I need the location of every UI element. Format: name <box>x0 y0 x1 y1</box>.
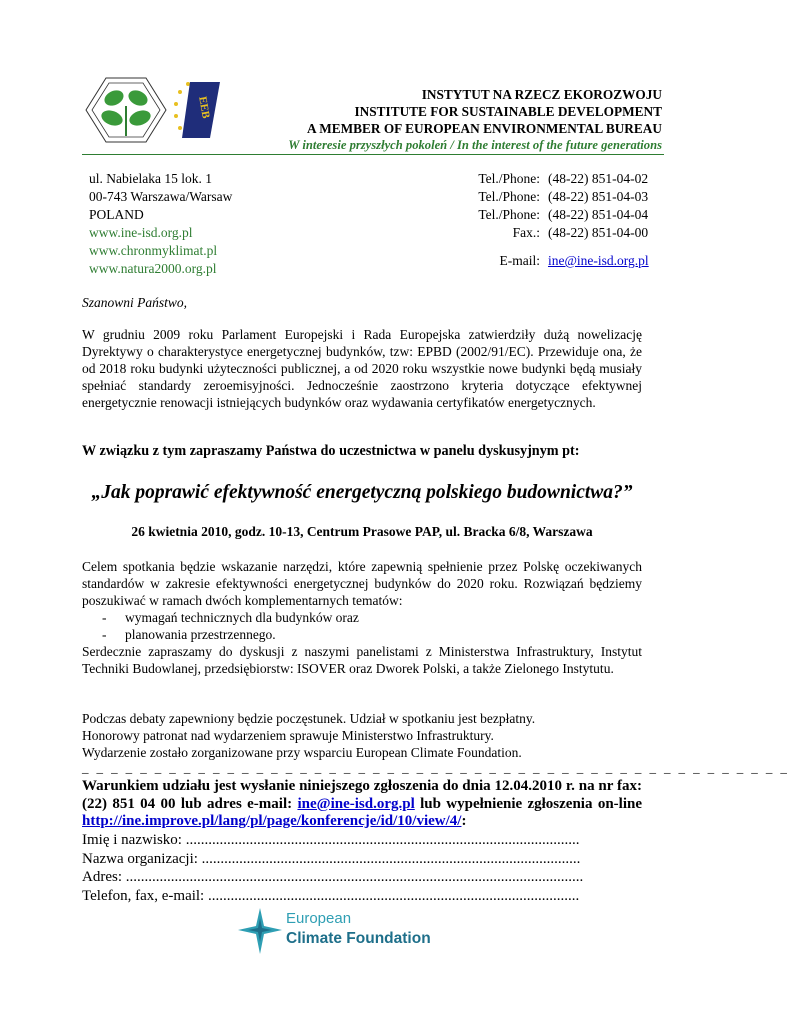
name-field[interactable]: Imię i nazwisko: ......................................................................................................... <box>82 832 580 848</box>
ine-leaf-logo <box>86 76 166 144</box>
svg-text:EEB: EEB <box>196 95 212 120</box>
address-block <box>89 170 232 278</box>
patronage-note: Honorowy patronat nad wydarzeniem sprawuje Ministerstwo Infrastruktury. <box>82 728 494 743</box>
ecf-logo-line2: Climate Foundation <box>286 930 431 947</box>
registration-text-part: Warunkiem udziału jest wysłanie niniejszego zgłoszenia do dnia 12.04.2010 r. na nr fax: (22) 851 04 00 lub adres e-mail: <box>82 778 642 812</box>
list-item: - wymagań technicznych dla budynków oraz <box>82 609 642 626</box>
ecf-logo-line1: European <box>286 910 352 927</box>
panel-title: „Jak poprawić efektywność energetyczną polskiego budownictwa?” <box>91 482 633 503</box>
address-city: 00-743 Warszawa/Warsaw <box>89 189 233 204</box>
invitation-line: W związku z tym zapraszamy Państwa do uczestnictwa w panelu dyskusyjnym pt: <box>82 443 580 459</box>
institute-name-pl: INSTYTUT NA RZECZ EKOROZWOJU <box>421 87 662 102</box>
registration-text <box>82 778 642 831</box>
website-link-natura[interactable]: www.natura2000.org.pl <box>89 261 217 276</box>
fax-label: Fax.: <box>512 225 540 240</box>
ecf-logo <box>236 906 456 958</box>
phone-number: (48-22) 851-04-03 <box>548 189 649 204</box>
phone-label: Tel./Phone: <box>478 189 540 204</box>
cut-line: _ _ _ _ _ _ _ _ _ _ _ _ _ _ _ _ _ _ _ _ _ _ _ _ _ _ _ _ _ _ _ _ _ _ _ _ _ _ _ _ _ _ _ _ _ _ _ _ _ <box>82 760 789 775</box>
ecf-star-icon <box>236 906 284 956</box>
contact-block <box>462 170 649 270</box>
registration-text-part: lub wypełnienie zgłoszenia on-line <box>414 795 642 812</box>
fax-number: (48-22) 851-04-00 <box>548 225 649 240</box>
registration-url-link[interactable]: http://ine.improve.pl/lang/pl/page/konferencje/id/10/view/4/ <box>82 813 462 829</box>
address-field[interactable]: Adres: .......................................................................................................................... <box>82 869 584 885</box>
registration-text-part: : <box>461 813 467 829</box>
topic-list <box>82 609 642 643</box>
email-link[interactable]: ine@ine-isd.org.pl <box>548 253 649 268</box>
phone-label: Tel./Phone: <box>478 171 540 186</box>
notes-block <box>82 710 642 761</box>
registration-form <box>82 831 642 905</box>
list-item: - planowania przestrzennego. <box>82 626 642 643</box>
institute-tagline: W interesie przyszłych pokoleń / In the interest of the future generations <box>288 138 662 152</box>
intro-paragraph: W grudniu 2009 roku Parlament Europejski i Rada Europejska zatwierdziły dużą nowelizację Dyrektywy o charakterystyce energetycznej budynków, tzw: EPBD (2002/91/EC). Przewiduje ona, że od 2018 roku budynki użyteczności publicznej, a od 2020 roku wszystkie nowe budynki będą musiały spełniać standardy zeroemisyjności. Jednocześnie zaostrzono kryteria dotyczące efektywnej energetycznie renowacji istniejących budynków oraz wydawania certyfikatów energetycznych. <box>82 327 642 410</box>
event-details: 26 kwietnia 2010, godz. 10-13, Centrum Prasowe PAP, ul. Bracka 6/8, Warszawa <box>131 524 593 539</box>
goal-text: Celem spotkania będzie wskazanie narzędzi, które zapewnią spełnienie przez Polskę oczekiwanych standardów w zakresie efektywności energetycznej budynków do 2020 roku. Rozwiązań będziemy poszukiwać w ramach dwóch komplementarnych tematów: <box>82 559 642 608</box>
salutation: Szanowni Państwo, <box>82 295 188 310</box>
address-street: ul. Nabielaka 15 lok. 1 <box>89 171 212 186</box>
phone-label: Tel./Phone: <box>478 207 540 222</box>
header-divider <box>82 154 664 155</box>
email-label: E-mail: <box>499 253 540 268</box>
address-country: POLAND <box>89 207 144 222</box>
website-link-klimat[interactable]: www.chronmyklimat.pl <box>89 243 218 258</box>
catering-note: Podczas debaty zapewniony będzie poczęstunek. Udział w spotkaniu jest bezpłatny. <box>82 711 536 726</box>
panelists-text: Serdecznie zapraszamy do dyskusji z naszymi panelistami z Ministerstwa Infrastruktury, Instytut Techniki Budowlanej, przedsiębiorstw: ISOVER oraz Dworek Polski, a także Zielonego Instytutu. <box>82 644 642 676</box>
contact-field[interactable]: Telefon, fax, e-mail: ................................................................................................... <box>82 887 580 904</box>
website-link-ine[interactable]: www.ine-isd.org.pl <box>89 225 193 240</box>
organization-field[interactable]: Nazwa organizacji: ..................................................................................................... <box>82 850 581 867</box>
sponsor-note: Wydarzenie zostało zorganizowane przy wsparciu European Climate Foundation. <box>82 745 522 760</box>
eeb-logo <box>170 78 226 142</box>
phone-number: (48-22) 851-04-02 <box>548 171 649 186</box>
goal-paragraph <box>82 558 642 677</box>
institute-membership: A MEMBER OF EUROPEAN ENVIRONMENTAL BUREAU <box>307 121 662 136</box>
registration-email-link[interactable]: ine@ine-isd.org.pl <box>297 795 415 812</box>
institute-name-en: INSTITUTE FOR SUSTAINABLE DEVELOPMENT <box>354 104 662 119</box>
phone-number: (48-22) 851-04-04 <box>548 207 649 222</box>
